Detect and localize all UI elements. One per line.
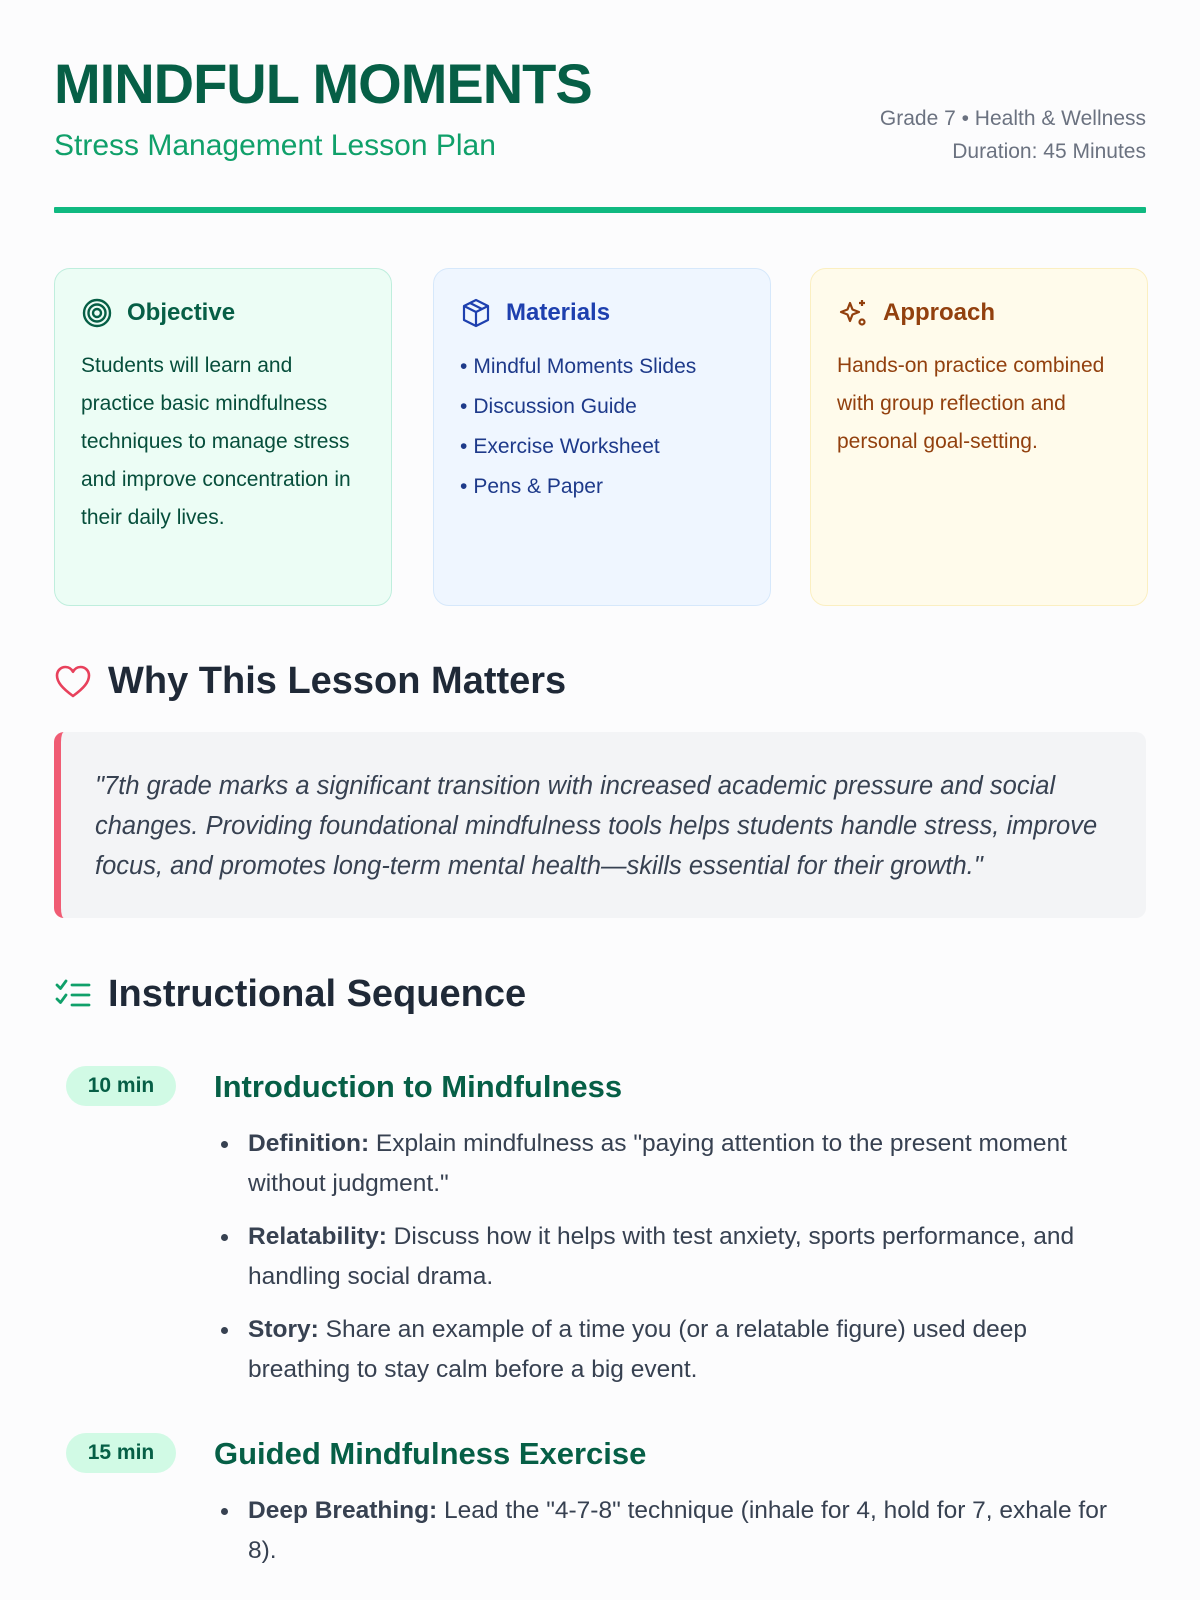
block-bullets [214, 1124, 1134, 1403]
item-text: Discuss how it helps with test anxiety, sports performance, and handling social drama. [248, 1223, 1075, 1290]
page-title: MINDFUL MOMENTS [54, 52, 592, 115]
duration-badge: 15 min [66, 1433, 176, 1473]
objective-card [54, 268, 392, 606]
page-subtitle: Stress Management Lesson Plan [54, 129, 496, 162]
why-title: Why This Lesson Matters [108, 660, 567, 702]
block-bullets [214, 1491, 1134, 1584]
objective-title: Objective [127, 299, 236, 326]
list-item [214, 1217, 1134, 1297]
approach-card [810, 268, 1148, 606]
objective-card-header [81, 297, 365, 329]
approach-title: Approach [883, 299, 996, 326]
item-label: Definition: [248, 1130, 370, 1157]
lesson-header [54, 52, 1146, 212]
box-icon [460, 297, 492, 329]
list-item [214, 1310, 1134, 1390]
duration-badge: 10 min [66, 1066, 176, 1106]
heart-icon [54, 663, 92, 701]
block-title: Introduction to Mindfulness [214, 1069, 623, 1104]
sequence-section-title [54, 973, 526, 1016]
lesson-meta [880, 102, 1146, 168]
approach-card-header [837, 297, 1121, 329]
list-item: • Mindful Moments Slides [460, 347, 744, 387]
approach-text: Hands-on practice combined with group reflection and personal goal-setting. [837, 354, 1105, 453]
list-item: • Pens & Paper [460, 467, 744, 507]
item-text: Explain mindfulness as "paying attention to the present moment without judgment." [248, 1130, 1067, 1197]
why-section-title [54, 660, 566, 703]
list-item: • Discussion Guide [460, 387, 744, 427]
sparkles-icon [837, 297, 869, 329]
objective-text: Students will learn and practice basic mindfulness techniques to manage stress and improve concentration in their daily lives. [81, 354, 351, 529]
list-check-icon [54, 976, 92, 1014]
duration-line: Duration: 45 Minutes [952, 140, 1146, 163]
materials-card [433, 268, 771, 606]
sequence-title: Instructional Sequence [108, 973, 527, 1015]
target-icon [81, 297, 113, 329]
materials-title: Materials [506, 299, 611, 326]
grade-line: Grade 7 • Health & Wellness [879, 107, 1146, 130]
item-label: Relatability: [248, 1223, 387, 1250]
item-label: Deep Breathing: [248, 1497, 438, 1524]
item-label: Story: [248, 1316, 319, 1343]
list-item [214, 1491, 1134, 1571]
header-divider [54, 207, 1146, 213]
list-item: • Exercise Worksheet [460, 427, 744, 467]
item-text: Lead the "4-7-8" technique (inhale for 4, hold for 7, exhale for 8). [248, 1497, 1108, 1564]
materials-card-header [460, 297, 744, 329]
item-text: Share an example of a time you (or a relatable figure) used deep breathing to stay calm before a big event. [248, 1316, 1027, 1383]
rationale-quote: "7th grade marks a significant transition with increased academic pressure and social changes. Providing foundational mindfulness tools helps students handle stress, improve focus, and promotes long-term mental health—skills essential for their growth." [54, 732, 1146, 918]
block-title: Guided Mindfulness Exercise [214, 1436, 647, 1471]
materials-list [460, 347, 744, 507]
list-item [214, 1124, 1134, 1204]
